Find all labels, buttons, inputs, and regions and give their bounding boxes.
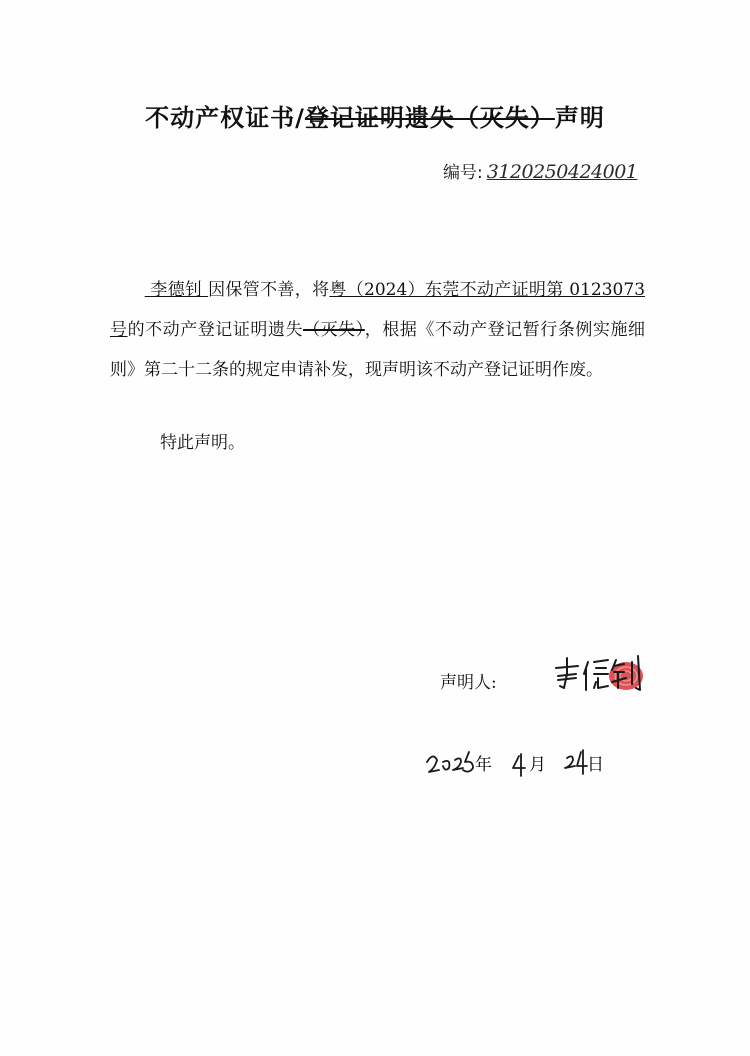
body-text-3: ，根据《不动产登记暂行条例实施细则》第二十二条的规定申请补发，现声明该不动产登记证明作废。 (110, 320, 646, 380)
body-text-2: 的不动产登记证明遗失 (127, 320, 304, 340)
title-prefix: 不动产权证书/ (145, 104, 305, 132)
declarant-label: 声明人: (440, 673, 497, 693)
year-char: 年 (475, 755, 492, 775)
serial-value: 3120250424001 (486, 161, 638, 183)
handwritten-signature (550, 648, 660, 698)
body-text-1: 因保管不善，将 (208, 280, 330, 300)
owner-name (145, 280, 208, 300)
month-char: 月 (529, 755, 546, 775)
serial-label: 编号: (443, 163, 483, 183)
signature-date (425, 740, 645, 785)
indent (110, 280, 145, 300)
declaration-body (110, 270, 645, 390)
document-title (0, 98, 750, 133)
serial-number (443, 158, 637, 183)
owner-name-text: 李德钊 (150, 280, 203, 300)
title-struck-text: 登记证明遗失（灭失） (304, 104, 555, 132)
handwritten-date (425, 740, 645, 785)
title-suffix: 声明 (554, 104, 605, 132)
day-char: 日 (587, 755, 604, 775)
certificate-number: 粤（2024）东莞不动产证明第 0123073 号 (110, 280, 646, 340)
body-struck-text: （灭失） (303, 320, 365, 340)
closing-statement: 特此声明。 (160, 433, 245, 453)
